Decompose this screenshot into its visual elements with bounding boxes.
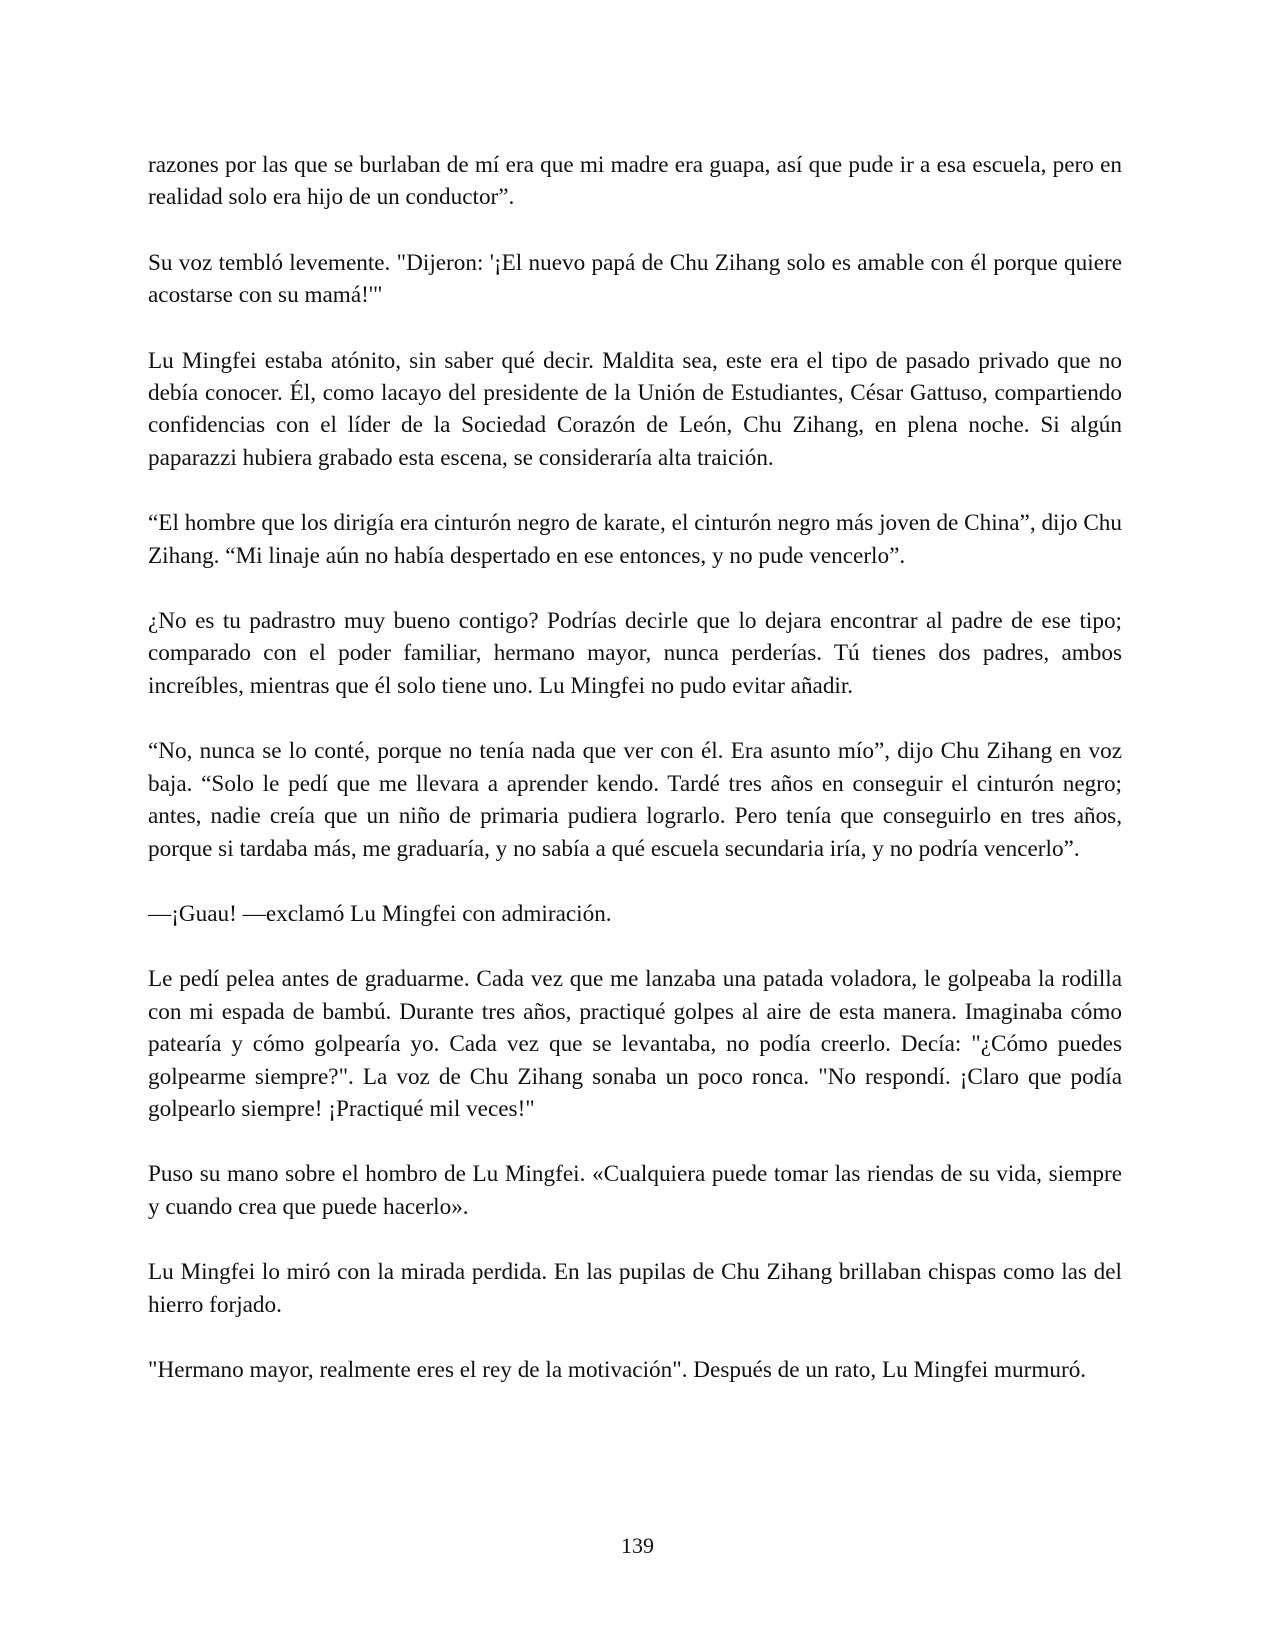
paragraph-7: —¡Guau! —exclamó Lu Mingfei con admiración. [148,900,612,927]
paragraph-6: “No, nunca se lo conté, porque no tenía nada que ver con él. Era asunto mío”, dijo Chu Zihang en voz baja. “Solo le pedí que me llevara a aprender kendo. Tardé tres años en conseguir el cinturón negro; antes, nadie creía que un niño de primaria pudiera lograrlo. Pero tenía que conseguirlo en tres años, porque si tardaba más, me graduaría, y no sabía a qué escuela secundaria iría, y no podría vencerlo”. [148,738,1122,862]
paragraph-2: Su voz tembló levemente. "Dijeron: '¡El nuevo papá de Chu Zihang solo es amable con él porque quiere acostarse con su mamá!'" [148,249,1122,309]
paragraph-9: Puso su mano sobre el hombro de Lu Mingfei. «Cualquiera puede tomar las riendas de su vida, siempre y cuando crea que puede hacerlo». [148,1161,1122,1220]
body-text [148,149,1122,1419]
paragraph-1: razones por las que se burlaban de mí era que mi madre era guapa, así que pude ir a esa escuela, pero en realidad solo era hijo de un conductor”. [148,152,1122,211]
paragraph-10: Lu Mingfei lo miró con la mirada perdida. En las pupilas de Chu Zihang brillaban chispas como las del hierro forjado. [148,1259,1122,1318]
paragraph-5: ¿No es tu padrastro muy bueno contigo? Podrías decirle que lo dejara encontrar al padre de ese tipo; comparado con el poder familiar, hermano mayor, nunca perderías. Tú tienes dos padres, ambos increíbles, mientras que él solo tiene uno. Lu Mingfei no pudo evitar añadir. [148,608,1122,699]
paragraph-3: Lu Mingfei estaba atónito, sin saber qué decir. Maldita sea, este era el tipo de pasado privado que no debía conocer. Él, como lacayo del presidente de la Unión de Estudiantes, César Gattuso, compartiendo confidencias con el líder de la Sociedad Corazón de León, Chu Zihang, en plena noche. Si algún paparazzi hubiera grabado esta escena, se consideraría alta traición. [148,347,1122,471]
paragraph-11: "Hermano mayor, realmente eres el rey de la motivación". Después de un rato, Lu Mingfei murmuró. [148,1356,1087,1383]
paragraph-8: Le pedí pelea antes de graduarme. Cada vez que me lanzaba una patada voladora, le golpeaba la rodilla con mi espada de bambú. Durante tres años, practiqué golpes al aire de esta manera. Imaginaba cómo patearía y cómo golpearía yo. Cada vez que se levantaba, no podía creerlo. Decía: "¿Cómo puedes golpearme siempre?". La voz de Chu Zihang sonaba un poco ronca. "No respondí. ¡Claro que podía golpearlo siempre! ¡Practiqué mil veces!" [148,966,1122,1122]
page-number: 139 [621,1533,654,1558]
paragraph-4: “El hombre que los dirigía era cinturón negro de karate, el cinturón negro más joven de China”, dijo Chu Zihang. “Mi linaje aún no había despertado en ese entonces, y no pude vencerlo”. [148,510,1122,569]
